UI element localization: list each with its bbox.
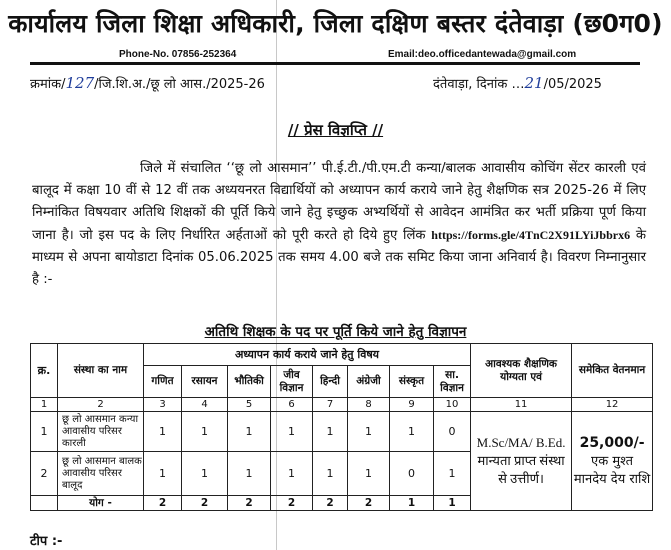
- pay-amount: 25,000/-: [579, 434, 645, 451]
- header-divider: [30, 62, 640, 65]
- reference-suffix: /जि.शि.अ./छू लो आस./2025-26: [94, 77, 265, 92]
- row-value: 0: [434, 412, 471, 452]
- col-number: 12: [572, 398, 653, 412]
- total-value: 1: [434, 496, 471, 511]
- notice-body: [32, 158, 646, 291]
- pay-cell: [572, 412, 653, 511]
- row-value: 1: [271, 452, 313, 496]
- row-value: 1: [348, 452, 390, 496]
- row-value: 1: [271, 412, 313, 452]
- row-value: 1: [313, 412, 348, 452]
- subject-header-chemistry: रसायन: [182, 366, 228, 398]
- col-number: 11: [471, 398, 572, 412]
- row-value: 1: [434, 452, 471, 496]
- subject-header-sanskrit: संस्कृत: [390, 366, 434, 398]
- col-number: 3: [144, 398, 182, 412]
- vacancy-table: [30, 343, 653, 511]
- application-form-link[interactable]: https://forms.gle/4TnC2X91LYiJbbrx6: [431, 228, 631, 242]
- col-number: 9: [390, 398, 434, 412]
- handwritten-day: 21: [524, 74, 544, 92]
- total-value: 1: [390, 496, 434, 511]
- footer-note: टीप :-: [30, 534, 63, 549]
- row-value: 1: [182, 452, 228, 496]
- total-empty-cell: [31, 496, 58, 511]
- subject-header-physics: भौतिकी: [228, 366, 271, 398]
- body-text-start: जिले में संचालित ‘‘छू लो आसमान’’ पी.ई.टी./पी.एम.टी कन्या/बालक आवासीय कोचिंग सेंटर कारली एवं बालूद में कक्षा 10 वीं से 12 वीं तक अध्ययनरत विद्यार्थियों को अध्यापन कार्य कराये जाने हेतु शैक्षणिक सत्र 2025-26 में लिए निम्नांकित विषयवार अतिथि शिक्षकों की पूर्ति किये जाने हेतु इच्छुक अभ्यर्थियों से आवेदन आमंत्रित कर भर्ती प्रक्रिया पूर्ण किया जाना है। जो इस पद के लिए निर्धारित अर्हताओं को पूरी करते हो दिये हुए लिंक: [32, 161, 646, 243]
- reference-number: [30, 74, 265, 92]
- row-value: 1: [228, 412, 271, 452]
- total-value: 2: [313, 496, 348, 511]
- table-title: अतिथि शिक्षक के पद पर पूर्ति किये जाने हेतु विज्ञापन: [204, 324, 467, 340]
- office-title: कार्यालय जिला शिक्षा अधिकारी, जिला दक्षिण बस्तर दंतेवाड़ा (छ0ग0): [8, 9, 663, 38]
- press-release-title: // प्रेस विज्ञप्ति //: [287, 121, 384, 139]
- row-value: 1: [144, 452, 182, 496]
- row-org-name: छू लो आसमान कन्या आवासीय परिसर कारली: [58, 412, 144, 452]
- col-number: 6: [271, 398, 313, 412]
- qualification-header: आवश्यक शैक्षणिक योग्यता एवं: [471, 344, 572, 398]
- row-value: 1: [313, 452, 348, 496]
- total-value: 2: [228, 496, 271, 511]
- header-row: [31, 344, 653, 366]
- reference-prefix: क्रमांक/: [30, 77, 66, 92]
- row-value: 1: [348, 412, 390, 452]
- phone-number: Phone-No. 07856-252364: [119, 49, 237, 60]
- col-number: 8: [348, 398, 390, 412]
- total-value: 2: [144, 496, 182, 511]
- col-number: 2: [58, 398, 144, 412]
- column-number-row: [31, 398, 653, 412]
- reference-handwritten-number: 127: [65, 74, 95, 92]
- total-value: 2: [348, 496, 390, 511]
- body-text-end: के माध्यम से अपना बायोडाटा दिनांक 05.06.2025 तक समय 4.00 बजे तक समिट किया जाना अनिवार्य है। विवरण निम्नानुसार है :-: [32, 228, 646, 287]
- subject-header-biology: जीव विज्ञान: [271, 366, 313, 398]
- subject-header-english: अंग्रेजी: [348, 366, 390, 398]
- subject-header-hindi: हिन्दी: [313, 366, 348, 398]
- pay-text: एक मुश्त मानदेय देय राशि: [573, 453, 651, 487]
- table-row: [31, 412, 653, 452]
- org-header: संस्था का नाम: [58, 344, 144, 398]
- col-number: 10: [434, 398, 471, 412]
- row-sno: 1: [31, 412, 58, 452]
- col-number: 7: [313, 398, 348, 412]
- qualification-cell: M.Sc/MA/ B.Ed. मान्यता प्राप्त संस्था से उत्तीर्ण।: [471, 412, 572, 511]
- row-value: 0: [390, 452, 434, 496]
- col-number: 1: [31, 398, 58, 412]
- subject-header-maths: गणित: [144, 366, 182, 398]
- row-value: 1: [182, 412, 228, 452]
- row-org-name: छू लो आसमान बालक आवासीय परिसर बालूद: [58, 452, 144, 496]
- total-value: 2: [182, 496, 228, 511]
- place-date: [433, 74, 602, 92]
- col-number: 5: [228, 398, 271, 412]
- col-number: 4: [182, 398, 228, 412]
- row-sno: 2: [31, 452, 58, 496]
- subjects-group-header: अध्यापन कार्य कराये जाने हेतु विषय: [144, 344, 471, 366]
- sno-header: क्र.: [31, 344, 58, 398]
- place-date-prefix: दंतेवाड़ा, दिनांक …: [433, 77, 525, 92]
- total-label: योग -: [58, 496, 144, 511]
- pay-header: समेकित वेतनमान: [572, 344, 653, 398]
- total-value: 2: [271, 496, 313, 511]
- row-value: 1: [390, 412, 434, 452]
- row-value: 1: [228, 452, 271, 496]
- email-address: Email:deo.officedantewada@gmail.com: [388, 49, 577, 60]
- month-year: /05/2025: [543, 77, 602, 92]
- subject-header-social-science: सा. विज्ञान: [434, 366, 471, 398]
- row-value: 1: [144, 412, 182, 452]
